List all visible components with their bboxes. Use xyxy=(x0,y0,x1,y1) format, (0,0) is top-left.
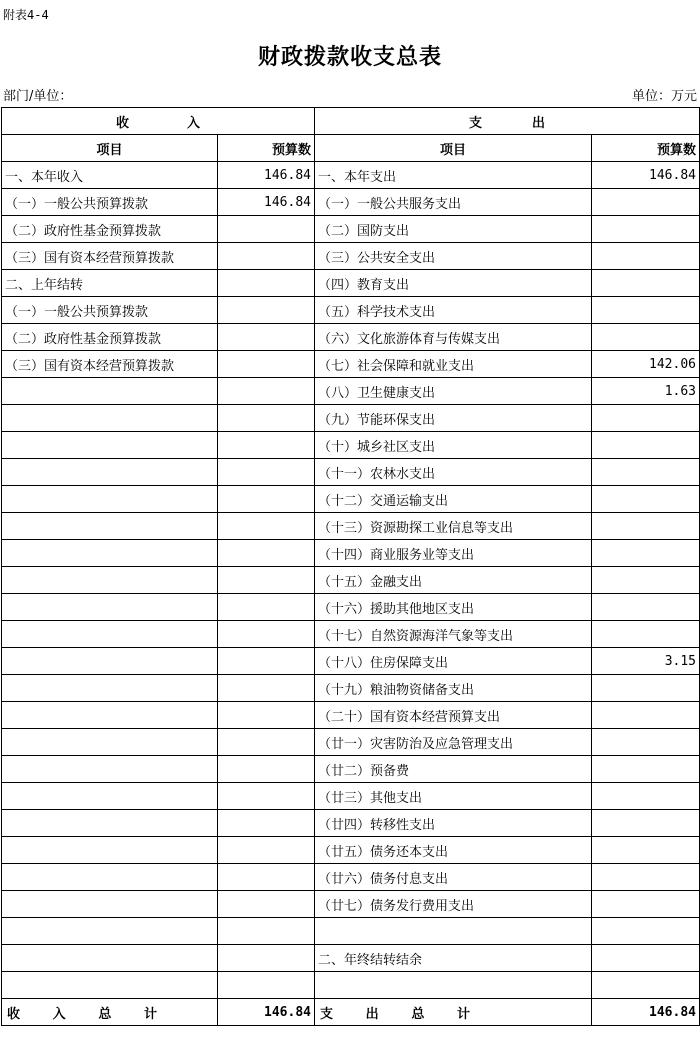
expense-item-cell: （十九）粮油物资储备支出 xyxy=(315,675,592,702)
table-row xyxy=(2,351,700,378)
table-row xyxy=(2,648,700,675)
income-item-cell xyxy=(2,459,218,486)
expense-item-cell: （十五）金融支出 xyxy=(315,567,592,594)
income-item-cell xyxy=(2,864,218,891)
income-header-char-1: 收 xyxy=(115,115,129,131)
budget-table xyxy=(1,107,700,1026)
income-item-cell xyxy=(2,783,218,810)
expense-total-value: 146.84 xyxy=(592,999,700,1026)
section-header-row xyxy=(2,108,700,135)
table-row xyxy=(2,162,700,189)
expense-budget-cell xyxy=(592,675,700,702)
expense-budget-cell xyxy=(592,972,700,999)
income-item-cell xyxy=(2,540,218,567)
expense-total-label-char: 计 xyxy=(456,1006,470,1022)
expense-budget-cell xyxy=(592,216,700,243)
income-item-cell xyxy=(2,594,218,621)
expense-item-cell: （二）国防支出 xyxy=(315,216,592,243)
income-budget-cell xyxy=(218,783,315,810)
table-row xyxy=(2,513,700,540)
expense-item-cell: （廿四）转移性支出 xyxy=(315,810,592,837)
expense-item-cell: （十七）自然资源海洋气象等支出 xyxy=(315,621,592,648)
income-header-char-2: 入 xyxy=(187,115,201,131)
table-row xyxy=(2,540,700,567)
expense-item-cell: （廿一）灾害防治及应急管理支出 xyxy=(315,729,592,756)
income-item-cell xyxy=(2,621,218,648)
income-item-cell: 二、上年结转 xyxy=(2,270,218,297)
expense-budget-cell xyxy=(592,864,700,891)
expense-budget-cell xyxy=(592,783,700,810)
expense-budget-cell xyxy=(592,324,700,351)
income-budget-cell xyxy=(218,270,315,297)
table-row xyxy=(2,216,700,243)
income-budget-cell xyxy=(218,945,315,972)
page-title: 财政拨款收支总表 xyxy=(257,44,442,70)
table-row xyxy=(2,945,700,972)
income-budget-cell xyxy=(218,810,315,837)
income-item-cell: （三）国有资本经营预算拨款 xyxy=(2,351,218,378)
expense-item-cell: （九）节能环保支出 xyxy=(315,405,592,432)
expense-item-cell: （六）文化旅游体育与传媒支出 xyxy=(315,324,592,351)
expense-budget-cell xyxy=(592,756,700,783)
income-budget-cell xyxy=(218,675,315,702)
table-row xyxy=(2,567,700,594)
income-item-cell xyxy=(2,918,218,945)
table-row xyxy=(2,270,700,297)
expense-budget-cell xyxy=(592,243,700,270)
total-row xyxy=(2,999,700,1026)
expense-budget-cell xyxy=(592,540,700,567)
expense-budget-cell xyxy=(592,621,700,648)
expense-item-cell xyxy=(315,972,592,999)
income-item-cell: （一）一般公共预算拨款 xyxy=(2,189,218,216)
table-row xyxy=(2,810,700,837)
expense-header-char-2: 出 xyxy=(532,115,546,131)
expense-total-label-char: 总 xyxy=(411,1006,425,1022)
expense-budget-cell xyxy=(592,459,700,486)
expense-budget-cell xyxy=(592,567,700,594)
unit-label: 单位：万元 xyxy=(631,89,697,104)
expense-item-cell: 一、本年支出 xyxy=(315,162,592,189)
expense-item-header: 项目 xyxy=(315,135,592,162)
expense-budget-cell xyxy=(592,945,700,972)
department-label: 部门/单位： xyxy=(3,89,73,104)
expense-budget-cell xyxy=(592,891,700,918)
table-row xyxy=(2,702,700,729)
table-row xyxy=(2,675,700,702)
expense-item-cell: （三）公共安全支出 xyxy=(315,243,592,270)
income-item-header: 项目 xyxy=(2,135,218,162)
income-budget-cell xyxy=(218,918,315,945)
income-budget-header: 预算数 xyxy=(218,135,315,162)
expense-item-cell: （廿二）预备费 xyxy=(315,756,592,783)
expense-item-cell: （一）一般公共服务支出 xyxy=(315,189,592,216)
income-total-label xyxy=(2,999,218,1026)
table-row xyxy=(2,729,700,756)
income-budget-cell xyxy=(218,513,315,540)
expense-budget-cell xyxy=(592,837,700,864)
income-item-cell xyxy=(2,756,218,783)
table-row xyxy=(2,405,700,432)
table-row xyxy=(2,297,700,324)
column-header-row xyxy=(2,135,700,162)
income-section-header xyxy=(2,108,315,135)
expense-budget-cell xyxy=(592,702,700,729)
expense-budget-cell xyxy=(592,486,700,513)
income-item-cell xyxy=(2,729,218,756)
income-budget-cell xyxy=(218,594,315,621)
expense-total-label-char: 支 xyxy=(320,1006,334,1022)
income-budget-cell xyxy=(218,216,315,243)
table-row xyxy=(2,189,700,216)
income-budget-cell xyxy=(218,972,315,999)
expense-item-cell: （四）教育支出 xyxy=(315,270,592,297)
expense-budget-cell xyxy=(592,918,700,945)
income-budget-cell xyxy=(218,432,315,459)
expense-item-cell: （十三）资源勘探工业信息等支出 xyxy=(315,513,592,540)
income-item-cell: （三）国有资本经营预算拨款 xyxy=(2,243,218,270)
expense-item-cell: （廿三）其他支出 xyxy=(315,783,592,810)
income-total-label-char: 总 xyxy=(98,1006,112,1022)
table-row xyxy=(2,783,700,810)
income-item-cell xyxy=(2,513,218,540)
expense-item-cell: （十四）商业服务业等支出 xyxy=(315,540,592,567)
expense-budget-cell: 146.84 xyxy=(592,162,700,189)
expense-item-cell: 二、年终结转结余 xyxy=(315,945,592,972)
expense-budget-cell xyxy=(592,729,700,756)
income-budget-cell xyxy=(218,486,315,513)
expense-budget-cell xyxy=(592,405,700,432)
income-item-cell xyxy=(2,972,218,999)
income-budget-cell: 146.84 xyxy=(218,189,315,216)
table-row xyxy=(2,621,700,648)
income-budget-cell xyxy=(218,540,315,567)
appendix-label: 附表4-4 xyxy=(3,8,49,22)
income-budget-cell xyxy=(218,351,315,378)
income-budget-cell xyxy=(218,243,315,270)
expense-item-cell: （廿七）债务发行费用支出 xyxy=(315,891,592,918)
table-row xyxy=(2,864,700,891)
income-budget-cell xyxy=(218,378,315,405)
expense-item-cell: （十六）援助其他地区支出 xyxy=(315,594,592,621)
income-total-value: 146.84 xyxy=(218,999,315,1026)
expense-budget-cell: 3.15 xyxy=(592,648,700,675)
income-budget-cell xyxy=(218,729,315,756)
table-row xyxy=(2,891,700,918)
income-total-label-char: 收 xyxy=(7,1006,21,1022)
income-budget-cell xyxy=(218,567,315,594)
expense-total-label-char: 出 xyxy=(365,1006,379,1022)
expense-item-cell: （廿五）债务还本支出 xyxy=(315,837,592,864)
table-row xyxy=(2,972,700,999)
income-budget-cell xyxy=(218,459,315,486)
table-row xyxy=(2,459,700,486)
table-row xyxy=(2,486,700,513)
income-budget-cell xyxy=(218,405,315,432)
expense-budget-cell xyxy=(592,189,700,216)
income-budget-cell xyxy=(218,324,315,351)
income-total-label-char: 入 xyxy=(52,1006,66,1022)
income-item-cell xyxy=(2,702,218,729)
table-row xyxy=(2,243,700,270)
income-item-cell xyxy=(2,945,218,972)
income-item-cell xyxy=(2,432,218,459)
table-row xyxy=(2,378,700,405)
expense-item-cell: （十一）农林水支出 xyxy=(315,459,592,486)
income-total-label-char: 计 xyxy=(143,1006,157,1022)
expense-item-cell: （二十）国有资本经营预算支出 xyxy=(315,702,592,729)
table-row xyxy=(2,432,700,459)
expense-budget-cell: 142.06 xyxy=(592,351,700,378)
income-item-cell xyxy=(2,810,218,837)
income-budget-cell xyxy=(218,756,315,783)
expense-budget-cell: 1.63 xyxy=(592,378,700,405)
expense-item-cell xyxy=(315,918,592,945)
expense-budget-cell xyxy=(592,810,700,837)
income-item-cell xyxy=(2,648,218,675)
income-budget-cell xyxy=(218,648,315,675)
expense-item-cell: （五）科学技术支出 xyxy=(315,297,592,324)
table-row xyxy=(2,324,700,351)
income-budget-cell xyxy=(218,891,315,918)
income-budget-cell xyxy=(218,621,315,648)
expense-budget-cell xyxy=(592,513,700,540)
income-budget-cell: 146.84 xyxy=(218,162,315,189)
table-row xyxy=(2,594,700,621)
income-budget-cell xyxy=(218,297,315,324)
expense-item-cell: （十八）住房保障支出 xyxy=(315,648,592,675)
income-item-cell xyxy=(2,567,218,594)
income-budget-cell xyxy=(218,864,315,891)
expense-header-char-1: 支 xyxy=(468,115,482,131)
table-row xyxy=(2,918,700,945)
expense-budget-cell xyxy=(592,270,700,297)
expense-total-label xyxy=(315,999,592,1026)
income-item-cell xyxy=(2,405,218,432)
expense-section-header xyxy=(315,108,700,135)
expense-budget-cell xyxy=(592,594,700,621)
expense-item-cell: （七）社会保障和就业支出 xyxy=(315,351,592,378)
expense-budget-cell xyxy=(592,297,700,324)
income-item-cell: （一）一般公共预算拨款 xyxy=(2,297,218,324)
income-item-cell: （二）政府性基金预算拨款 xyxy=(2,324,218,351)
table-row xyxy=(2,756,700,783)
income-item-cell xyxy=(2,675,218,702)
table-row xyxy=(2,837,700,864)
income-budget-cell xyxy=(218,837,315,864)
expense-budget-cell xyxy=(592,432,700,459)
income-item-cell xyxy=(2,837,218,864)
income-item-cell: 一、本年收入 xyxy=(2,162,218,189)
income-item-cell xyxy=(2,378,218,405)
expense-item-cell: （十）城乡社区支出 xyxy=(315,432,592,459)
income-item-cell xyxy=(2,891,218,918)
expense-budget-header: 预算数 xyxy=(592,135,700,162)
expense-item-cell: （廿六）债务付息支出 xyxy=(315,864,592,891)
income-item-cell xyxy=(2,486,218,513)
expense-item-cell: （八）卫生健康支出 xyxy=(315,378,592,405)
income-item-cell: （二）政府性基金预算拨款 xyxy=(2,216,218,243)
income-budget-cell xyxy=(218,702,315,729)
expense-item-cell: （十二）交通运输支出 xyxy=(315,486,592,513)
